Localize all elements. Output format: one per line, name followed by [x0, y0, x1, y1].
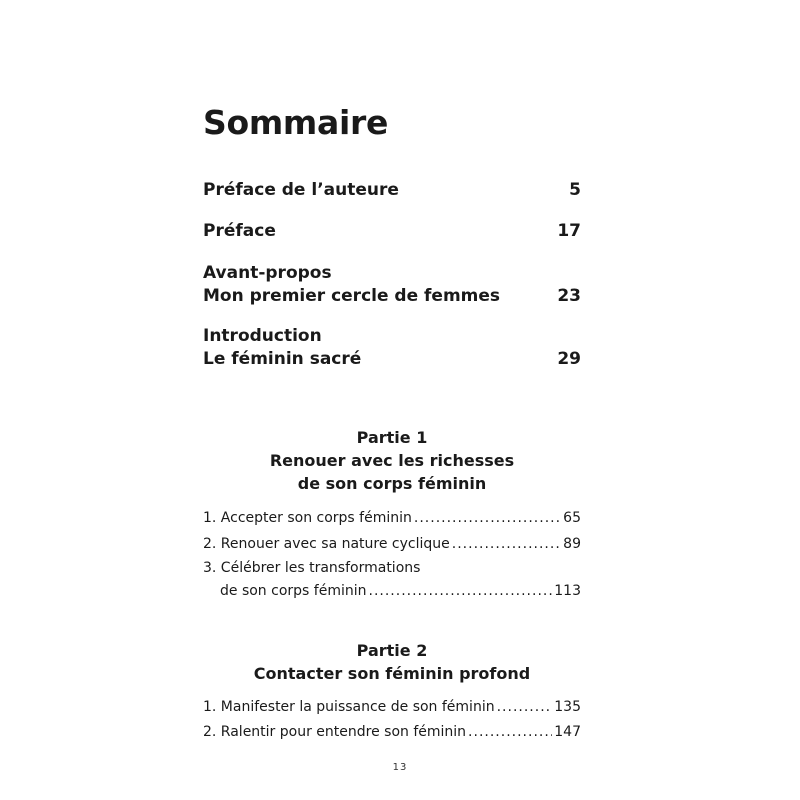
- toc-entry-page: 29: [557, 349, 581, 369]
- dot-leader: [414, 507, 561, 530]
- part-1-heading: [203, 426, 581, 495]
- toc-chapter-1-2: [203, 533, 581, 556]
- toc-chapter-1-3: [203, 557, 581, 603]
- chapter-page: 89: [563, 536, 581, 552]
- toc-entry-title: Préface: [203, 221, 276, 241]
- page-title: Sommaire: [203, 103, 389, 142]
- chapter-title: 3. Célébrer les transformations: [203, 560, 421, 576]
- toc-entry-avant-propos: [203, 262, 581, 308]
- chapter-page: 135: [554, 699, 581, 715]
- part-label: Partie 1: [356, 428, 428, 447]
- part-title-line: Contacter son féminin profond: [253, 664, 531, 683]
- toc-chapter-2-1: [203, 696, 581, 719]
- toc-entry-introduction: [203, 325, 581, 371]
- page-number: 13: [392, 762, 408, 773]
- toc-entry-preface-auteure: [203, 179, 581, 202]
- dot-leader: [497, 696, 553, 719]
- toc-entry-preface: [203, 220, 581, 243]
- chapter-title: 2. Renouer avec sa nature cyclique: [203, 536, 450, 552]
- chapter-page: 113: [554, 583, 581, 599]
- toc-chapter-2-2: [203, 721, 581, 744]
- dot-leader: [468, 721, 552, 744]
- toc-entry-label: Introduction: [203, 326, 322, 346]
- part-label: Partie 2: [356, 641, 428, 660]
- dot-leader: [452, 533, 561, 556]
- dot-leader: [369, 580, 553, 603]
- chapter-title: 2. Ralentir pour entendre son féminin: [203, 724, 467, 740]
- toc-chapter-1-1: [203, 507, 581, 530]
- chapter-title: 1. Accepter son corps féminin: [203, 510, 412, 526]
- part-title-line: de son corps féminin: [297, 474, 487, 493]
- chapter-page: 147: [554, 724, 581, 740]
- chapter-page: 65: [563, 510, 581, 526]
- toc-entry-title: Préface de l’auteure: [203, 180, 399, 200]
- toc-entry-title: Le féminin sacré: [203, 349, 362, 369]
- chapter-title: 1. Manifester la puissance de son féminin: [203, 699, 495, 715]
- toc-entry-page: 23: [557, 286, 581, 306]
- toc-entry-page: 17: [557, 221, 581, 241]
- toc-entry-label: Avant-propos: [203, 263, 332, 283]
- part-title-line: Renouer avec les richesses: [269, 451, 515, 470]
- toc-entry-page: 5: [569, 180, 581, 200]
- chapter-title-continuation: de son corps féminin: [220, 583, 367, 599]
- toc-entry-title: Mon premier cercle de femmes: [203, 286, 501, 306]
- part-2-heading: [203, 639, 581, 685]
